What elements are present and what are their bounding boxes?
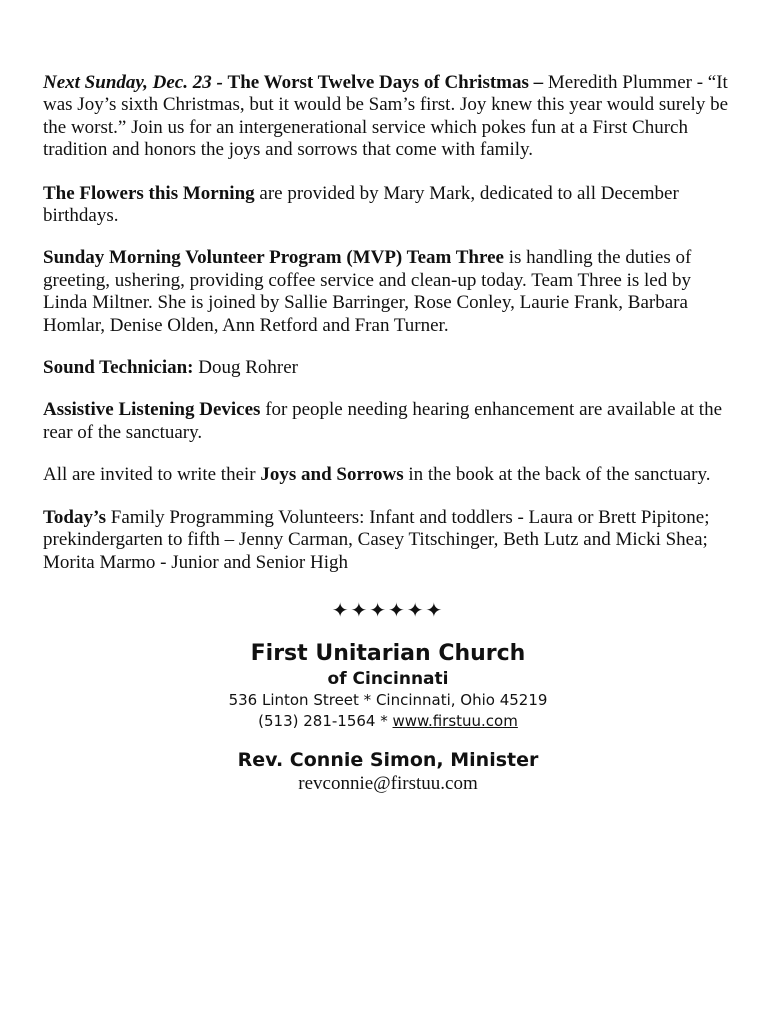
sound-heading: Sound Technician: xyxy=(43,357,194,379)
family-body: Family Programming Volunteers: Infant and toddlers - Laura or Brett Pipitone; prekindergarten to fifth – Jenny Carman, Casey Titschinger, Beth Lutz and Micki Shea; Morita Marmo - Junior and Senior High xyxy=(43,506,710,573)
church-footer xyxy=(43,640,733,795)
family-paragraph xyxy=(43,507,733,574)
flowers-paragraph xyxy=(43,183,733,228)
church-name: First Unitarian Church xyxy=(250,641,526,667)
sound-paragraph xyxy=(43,357,733,379)
assistive-body: for people needing hearing enhancement are available at the rear of the sanctuary. xyxy=(43,399,723,443)
mvp-body: is handling the duties of greeting, ushering, providing coffee service and clean-up today. Team Three is led by Linda Miltner. She is joined by Sallie Barringer, Rose Conley, Laurie Frank, Barbara Homlar, Denise Olden, Ann Retford and Fran Turner. xyxy=(43,247,692,336)
family-heading: Today’s xyxy=(43,506,107,528)
assistive-paragraph xyxy=(43,399,733,444)
bulletin-page xyxy=(43,72,733,795)
church-phone: (513) 281-1564 * xyxy=(258,712,393,731)
sermon-title: The Worst Twelve Days of Christmas – xyxy=(227,72,544,93)
flowers-heading: The Flowers this Morning xyxy=(43,182,255,204)
star-separator: ✦✦✦✦✦✦ xyxy=(331,599,445,622)
next-sunday-paragraph xyxy=(43,72,733,162)
mvp-paragraph xyxy=(43,247,733,337)
mvp-heading: Sunday Morning Volunteer Program (MVP) Team Three xyxy=(43,247,504,269)
sound-body: Doug Rohrer xyxy=(198,357,298,379)
minister-email: revconnie@firstuu.com xyxy=(298,773,478,795)
minister-name: Rev. Connie Simon, Minister xyxy=(237,749,539,772)
church-subtitle: of Cincinnati xyxy=(327,669,449,690)
church-contact-line xyxy=(43,711,733,732)
joys-heading: Joys and Sorrows xyxy=(260,464,404,486)
next-sunday-date: Next Sunday, Dec. 23 - xyxy=(43,72,223,93)
church-website-link[interactable]: www.firstuu.com xyxy=(392,712,518,731)
next-sunday-body: Meredith Plummer - “It was Joy’s sixth Christmas, but it would be Sam’s first. Joy knew this year would surely be the worst.” Join us for an intergenerational service which pokes fun at a First Church tradition and honors the joys and sorrows that come with family. xyxy=(43,72,729,161)
joys-after: in the book at the back of the sanctuary. xyxy=(408,464,711,486)
joys-before: All are invited to write their xyxy=(43,464,256,486)
church-address: 536 Linton Street * Cincinnati, Ohio 45219 xyxy=(228,691,548,710)
joys-paragraph xyxy=(43,464,733,486)
flowers-body: are provided by Mary Mark, dedicated to all December birthdays. xyxy=(43,182,679,227)
assistive-heading: Assistive Listening Devices xyxy=(43,399,261,421)
